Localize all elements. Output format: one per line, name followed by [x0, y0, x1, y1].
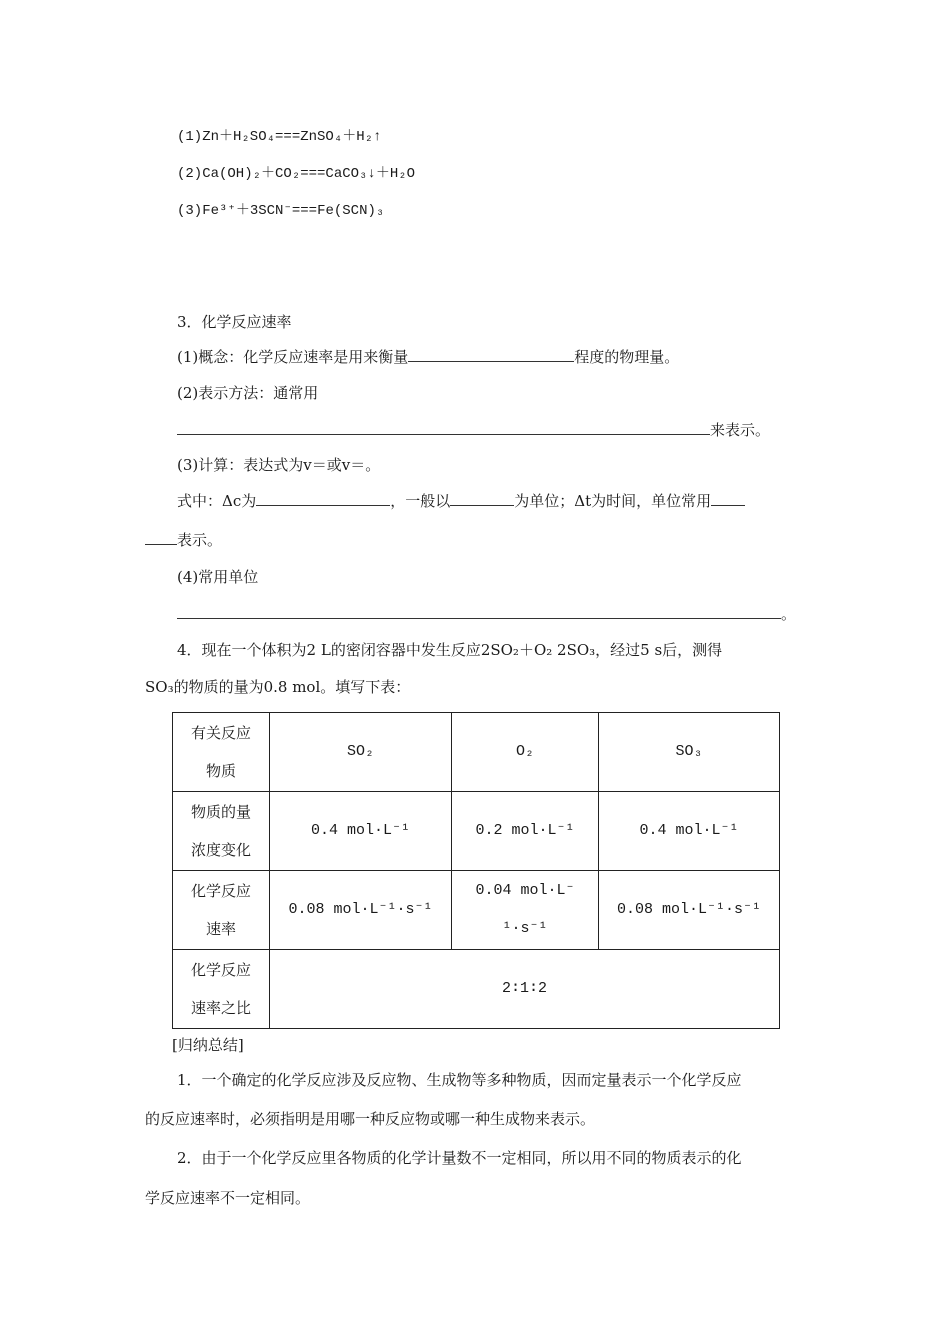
header-label: 有关反应物质: [191, 724, 252, 780]
table-row: [173, 871, 780, 950]
equation-3: (3)Fe³⁺＋3SCN⁻===Fe(SCN)₃: [177, 203, 385, 219]
formula-c: 为单位；Δt为时间，单位常用: [514, 492, 712, 510]
concept-prefix: (1)概念：化学反应速率是用来衡量: [177, 348, 409, 366]
rate-so2: 0.08 mol·L⁻¹·s⁻¹: [270, 871, 452, 950]
concept-line: [177, 347, 679, 367]
header-so3: SO₃: [599, 713, 780, 792]
ratio-value: 2∶1∶2: [270, 950, 780, 1029]
time-unit-blank-1[interactable]: [711, 491, 745, 506]
header-label-cell: [173, 713, 270, 792]
section3-title: 3．化学反应速率: [177, 313, 292, 331]
units-line: [177, 604, 796, 624]
rate-table: [172, 712, 780, 1029]
summary-p1-line2: 的反应速率时，必须指明是用哪一种反应物或哪一种生成物来表示。: [145, 1110, 596, 1128]
summary-heading: [归纳总结]: [172, 1036, 244, 1054]
header-so2: SO₂: [270, 713, 452, 792]
units-end: 。: [781, 605, 797, 623]
method-suffix: 来表示。: [710, 421, 771, 439]
summary-p2-line2: 学反应速率不一定相同。: [145, 1189, 311, 1207]
conc-so3: 0.4 mol·L⁻¹: [599, 792, 780, 871]
formula-d: 表示。: [177, 531, 223, 549]
section4-line2: SO₃的物质的量为0.8 mol。填写下表：: [145, 678, 411, 696]
concept-blank[interactable]: [408, 347, 574, 362]
equation-2: (2)Ca(OH)₂＋CO₂===CaCO₃↓＋H₂O: [177, 166, 416, 182]
row-label-cell: [173, 950, 270, 1029]
summary-p1-line1: 1．一个确定的化学反应涉及反应物、生成物等多种物质，因而定量表示一个化学反应: [177, 1071, 742, 1089]
method-line: [177, 420, 770, 440]
formula-a: 式中：Δc为: [177, 492, 257, 510]
table-row: [173, 792, 780, 871]
row-label-cell: [173, 871, 270, 950]
rate-o2: 0.04 mol·L⁻¹·s⁻¹: [475, 882, 575, 937]
units-blank[interactable]: [177, 604, 781, 619]
section4-line1: 4．现在一个体积为2 L的密闭容器中发生反应2SO₂＋O₂ 2SO₃，经过5 s后，测得: [177, 641, 723, 659]
table-row: [173, 950, 780, 1029]
row-label-rate: 化学反应速率: [190, 882, 251, 938]
formula-line: [177, 491, 745, 511]
row-label-ratio: 化学反应速率之比: [190, 961, 251, 1017]
rate-o2-cell: [452, 871, 599, 950]
concept-suffix: 程度的物理量。: [574, 348, 680, 366]
conc-o2: 0.2 mol·L⁻¹: [452, 792, 599, 871]
row-label-concentration: 物质的量浓度变化: [190, 803, 251, 859]
method-prefix: (2)表示方法：通常用: [177, 384, 319, 402]
delta-c-blank[interactable]: [256, 491, 390, 506]
rate-so3: 0.08 mol·L⁻¹·s⁻¹: [599, 871, 780, 950]
method-blank[interactable]: [177, 420, 710, 435]
formula-b: ，一般以: [390, 492, 451, 510]
table-header-row: [173, 713, 780, 792]
unit-blank[interactable]: [450, 491, 514, 506]
equation-1: (1)Zn＋H₂SO₄===ZnSO₄＋H₂↑: [177, 129, 382, 145]
header-o2: O₂: [452, 713, 599, 792]
time-unit-blank-2[interactable]: [145, 530, 177, 545]
summary-p2-line1: 2．由于一个化学反应里各物质的化学计量数不一定相同，所以用不同的物质表示的化: [177, 1149, 742, 1167]
conc-so2: 0.4 mol·L⁻¹: [270, 792, 452, 871]
formula-line-2: [145, 530, 222, 550]
row-label-cell: [173, 792, 270, 871]
calc-line: (3)计算：表达式为v＝或v＝。: [177, 456, 381, 474]
units-label: (4)常用单位: [177, 568, 259, 586]
